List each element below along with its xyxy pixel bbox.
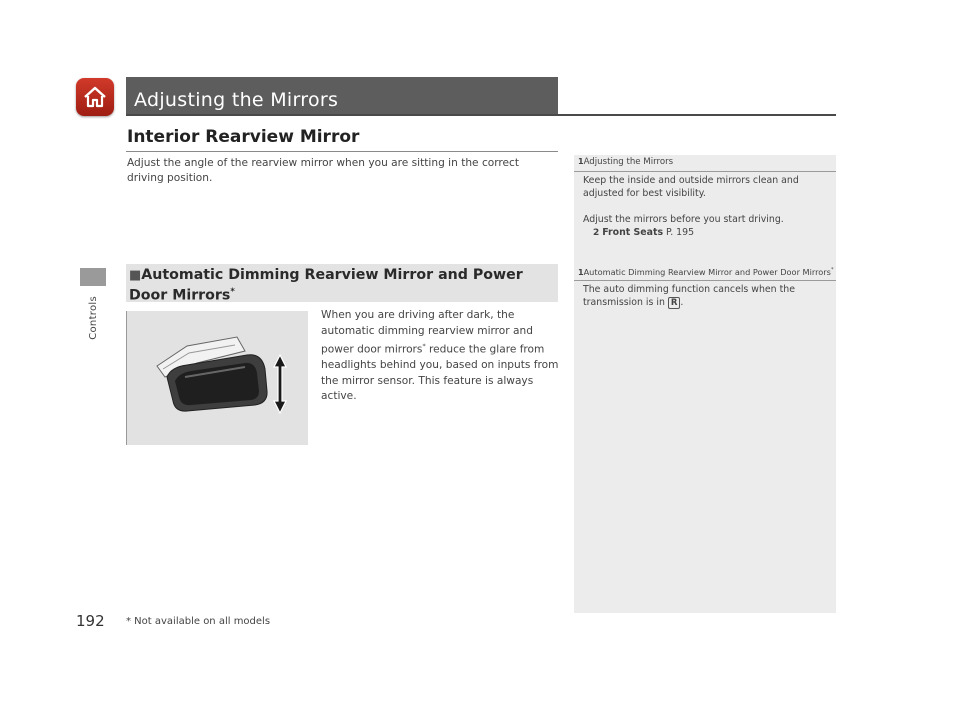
availability-asterisk: * xyxy=(422,343,426,350)
section-tab-label: Controls xyxy=(88,296,99,340)
note-marker-icon: 1 xyxy=(578,268,584,277)
cross-reference[interactable] xyxy=(583,226,831,240)
body-text-part1: When you are driving after dark, the automatic dimming rearview mirror and power door mirrors xyxy=(321,309,533,356)
note-body-mirrors xyxy=(583,174,831,240)
note-text: The auto dimming function cancels when the transmission is in xyxy=(583,284,795,308)
reference-arrow-icon: 2 xyxy=(593,228,600,238)
subsection-heading xyxy=(129,267,549,305)
page-title: Adjusting the Mirrors xyxy=(134,89,339,111)
heading-divider xyxy=(126,151,558,152)
note-text: Keep the inside and outside mirrors clean and adjusted for best visibility. xyxy=(583,175,799,199)
note-divider xyxy=(574,280,836,281)
house-icon xyxy=(82,85,108,109)
footnote: * Not available on all models xyxy=(126,616,271,627)
note-divider xyxy=(574,171,836,172)
home-icon[interactable] xyxy=(76,78,114,116)
page-number: 192 xyxy=(76,612,105,630)
section-tab-marker xyxy=(80,268,106,286)
note-text-end: . xyxy=(680,297,684,308)
note-title: Automatic Dimming Rearview Mirror and Power Door Mirrors xyxy=(583,267,831,277)
note-body-auto-dimming xyxy=(583,283,831,309)
rearview-mirror-illustration xyxy=(126,311,308,445)
subsection-title: Automatic Dimming Rearview Mirror and Power Door Mirrors xyxy=(129,267,523,304)
availability-asterisk: * xyxy=(830,267,834,274)
note-text: Adjust the mirrors before you start driving. xyxy=(583,214,784,225)
note-marker-icon: 1 xyxy=(578,157,584,166)
note-heading-mirrors xyxy=(578,157,673,167)
body-text-part2: reduce the glare from headlights behind you, based on inputs from the mirror sensor. This feature is always active. xyxy=(321,343,559,403)
gear-r-badge: R xyxy=(668,297,681,309)
square-bullet-icon: ■ xyxy=(129,268,142,283)
section-heading: Interior Rearview Mirror xyxy=(127,127,360,147)
mirror-drawing xyxy=(127,311,308,445)
note-title: Adjusting the Mirrors xyxy=(583,157,674,167)
intro-paragraph: Adjust the angle of the rearview mirror when you are sitting in the correct driving position. xyxy=(127,157,520,184)
note-heading-auto-dimming xyxy=(578,267,834,278)
reference-label: Front Seats xyxy=(602,227,664,238)
reference-page: P. 195 xyxy=(666,227,695,238)
availability-asterisk: * xyxy=(230,287,235,297)
subsection-body xyxy=(321,308,561,405)
title-underline xyxy=(126,114,836,116)
